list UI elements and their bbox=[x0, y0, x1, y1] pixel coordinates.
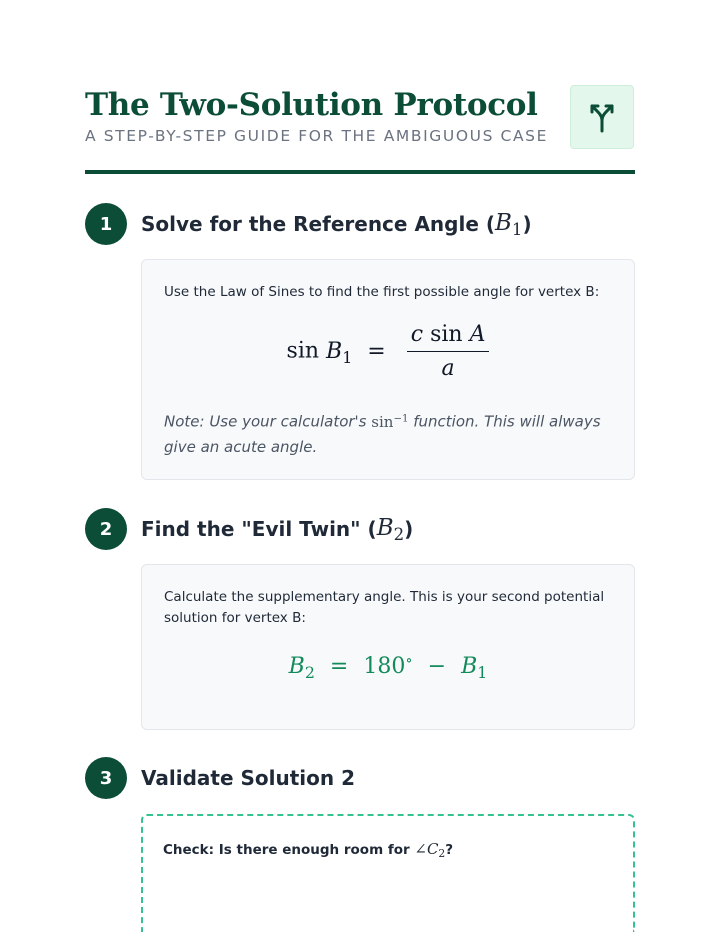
page-subtitle: A STEP-BY-STEP GUIDE FOR THE AMBIGUOUS CASE bbox=[85, 127, 549, 145]
variable-subscript: 1 bbox=[342, 347, 353, 367]
check-question bbox=[163, 840, 453, 860]
fraction-numerator bbox=[407, 322, 490, 352]
sin-function: sin bbox=[371, 412, 394, 431]
step-intro-text: Use the Law of Sines to find the first possible angle for vertex B: bbox=[164, 284, 600, 300]
step-title-text: Find the "Evil Twin" ( bbox=[141, 517, 377, 541]
step-intro-text: Calculate the supplementary angle. This is your second potential solution for vertex B: bbox=[164, 589, 605, 626]
step-title: Validate Solution 2 bbox=[141, 766, 356, 790]
step-number-badge: 1 bbox=[85, 203, 127, 245]
variable-subscript: 2 bbox=[393, 524, 405, 544]
equals-sign: = bbox=[367, 338, 386, 364]
lhs-variable bbox=[288, 654, 315, 682]
protocol-page bbox=[85, 0, 635, 932]
step-title-text: Solve for the Reference Angle ( bbox=[141, 212, 495, 236]
split-arrows-icon bbox=[570, 85, 634, 149]
step-1-card bbox=[141, 259, 635, 480]
step-1-heading bbox=[85, 203, 635, 245]
variable-letter: B bbox=[288, 654, 305, 680]
angle-value: 180 bbox=[363, 654, 406, 680]
step-title-variable bbox=[377, 515, 404, 544]
variable-letter: B bbox=[461, 654, 478, 680]
note-math bbox=[371, 413, 408, 431]
minus-sign: − bbox=[427, 654, 447, 680]
step-2-card bbox=[141, 564, 635, 730]
equals-sign: = bbox=[329, 654, 349, 680]
variable-letter: B bbox=[326, 338, 343, 364]
split-arrows-glyph bbox=[585, 100, 619, 134]
step-title bbox=[141, 508, 413, 550]
sin-function: sin bbox=[430, 322, 463, 347]
lhs-variable bbox=[326, 338, 353, 367]
variable-subscript: 1 bbox=[477, 662, 488, 682]
variable-letter: B bbox=[376, 514, 394, 541]
variable-subscript: 2 bbox=[304, 662, 315, 682]
header bbox=[85, 84, 635, 174]
step-title bbox=[141, 203, 532, 245]
rhs-variable bbox=[461, 654, 488, 682]
degree-symbol: ∘ bbox=[405, 651, 413, 669]
numerator-angle: A bbox=[469, 322, 486, 347]
step-number-badge: 2 bbox=[85, 508, 127, 550]
check-text-end: ? bbox=[445, 842, 454, 858]
note-text-end: function. This will always give an acute angle. bbox=[164, 412, 601, 456]
variable-subscript: 2 bbox=[438, 847, 446, 861]
fraction bbox=[407, 322, 490, 381]
angle-symbol: ∠ bbox=[414, 840, 427, 858]
variable-letter: C bbox=[426, 840, 439, 858]
variable-letter: B bbox=[495, 209, 512, 236]
step-title-close: ) bbox=[522, 212, 532, 236]
check-text-start: Check: Is there enough room for bbox=[163, 842, 415, 858]
step-2-heading bbox=[85, 508, 635, 550]
step-title-variable bbox=[495, 210, 522, 239]
sin-function: sin bbox=[286, 338, 320, 364]
step-3-heading bbox=[85, 757, 635, 799]
page-title: The Two-Solution Protocol bbox=[85, 87, 538, 123]
step-number-badge: 3 bbox=[85, 757, 127, 799]
fraction-denominator: a bbox=[441, 356, 455, 381]
header-divider bbox=[85, 170, 635, 174]
numerator-variable: c bbox=[410, 322, 424, 347]
check-angle-math bbox=[414, 840, 446, 861]
law-of-sines-formula bbox=[142, 322, 634, 381]
note-text-start: Note: Use your calculator's bbox=[164, 412, 372, 431]
inverse-superscript: −1 bbox=[393, 413, 409, 424]
supplementary-angle-formula bbox=[142, 651, 634, 682]
calculator-note bbox=[164, 406, 614, 460]
variable-subscript: 1 bbox=[511, 219, 523, 239]
step-3-check-card bbox=[141, 814, 635, 932]
step-title-close: ) bbox=[404, 517, 414, 541]
